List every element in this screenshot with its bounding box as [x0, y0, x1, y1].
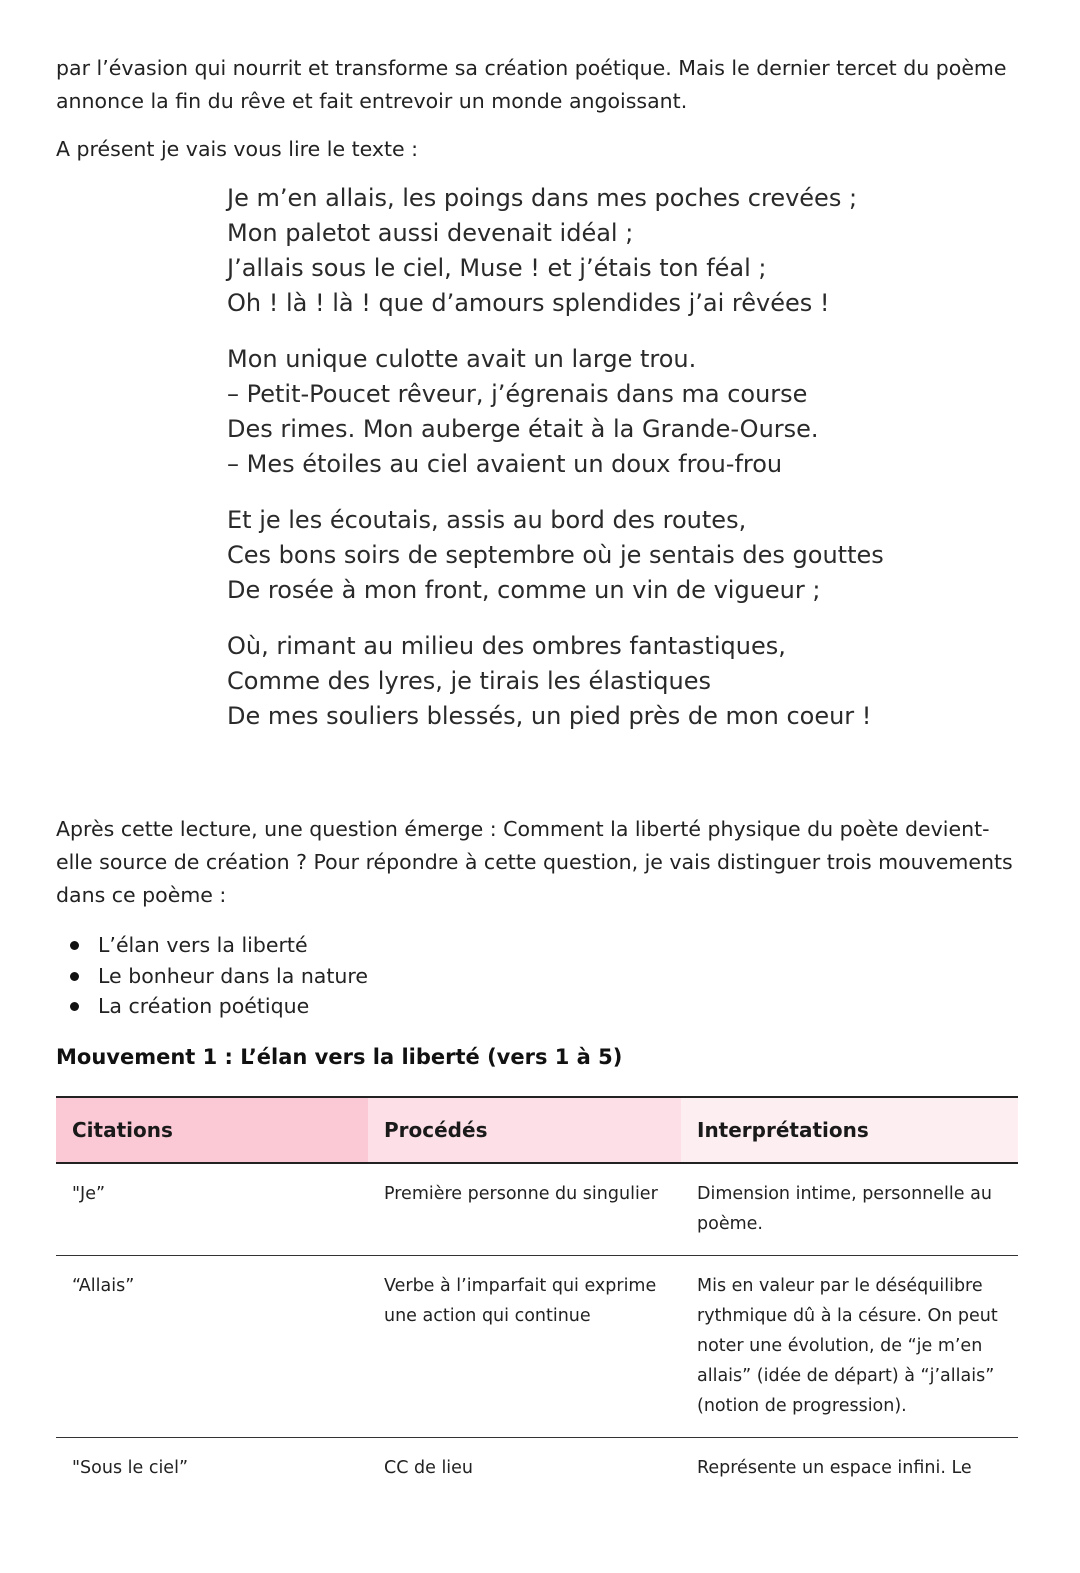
- poem-line: De mes souliers blessés, un pied près de mon coeur !: [227, 702, 872, 730]
- poem-line: Comme des lyres, je tirais les élastiques: [227, 667, 711, 695]
- reading-lead: A présent je vais vous lire le texte :: [56, 137, 419, 161]
- table-row: [56, 1163, 1018, 1256]
- list-item: [70, 991, 1020, 1022]
- cell-citation: "Je”: [56, 1163, 368, 1256]
- column-header-procedes: Procédés: [368, 1097, 681, 1163]
- cell-procede: Verbe à l’imparfait qui exprime une action qui continue: [368, 1255, 681, 1437]
- section-spacer: [56, 755, 1020, 813]
- table-header-row: [56, 1097, 1018, 1163]
- poem-line: Je m’en allais, les poings dans mes poches crevées ;: [227, 184, 858, 212]
- table-row: [56, 1437, 1018, 1499]
- section-title: Mouvement 1 : L’élan vers la liberté (vers 1 à 5): [56, 1044, 623, 1069]
- analysis-table: [56, 1096, 1018, 1499]
- bullet-icon: [70, 941, 79, 950]
- problem-question: Après cette lecture, une question émerge : Comment la liberté physique du poète devient-elle source de création ? Pour répondre à cette question, je vais distinguer trois mouvements dans ce poème :: [56, 817, 1013, 907]
- stanza-4: [227, 629, 1020, 734]
- list-item-label: Le bonheur dans la nature: [98, 963, 368, 988]
- cell-citation: “Allais”: [56, 1255, 368, 1437]
- poem-line: Où, rimant au milieu des ombres fantastiques,: [227, 632, 786, 660]
- stanza-3: [227, 503, 1020, 608]
- poem-line: J’allais sous le ciel, Muse ! et j’étais ton féal ;: [227, 254, 767, 282]
- list-item-label: L’élan vers la liberté: [98, 933, 308, 957]
- poem-line: De rosée à mon front, comme un vin de vigueur ;: [227, 576, 821, 604]
- list-item-label: La création poétique: [98, 994, 310, 1018]
- list-item: [70, 961, 1020, 992]
- bullet-icon: [70, 972, 79, 981]
- poem-line: Oh ! là ! là ! que d’amours splendides j’ai rêvées !: [227, 289, 830, 317]
- poem: [227, 181, 1020, 734]
- poem-line: Ces bons soirs de septembre où je sentais des gouttes: [227, 541, 884, 569]
- cell-interpretation: Représente un espace infini. Le: [697, 1457, 972, 1478]
- poem-line: – Petit-Poucet rêveur, j’égrenais dans ma course: [227, 380, 808, 408]
- poem-line: – Mes étoiles au ciel avaient un doux frou-frou: [227, 450, 783, 478]
- cell-interpretation: Mis en valeur par le déséquilibre rythmique dû à la césure. On peut noter une évolution, de “je m’en allais” (idée de départ) à “j’allais” (notion de progression).: [681, 1255, 1018, 1437]
- table-row: [56, 1255, 1018, 1437]
- cell-procede: Première personne du singulier: [368, 1163, 681, 1256]
- movements-list: [56, 930, 1020, 1022]
- poem-line: Mon paletot aussi devenait idéal ;: [227, 219, 634, 247]
- poem-line: Mon unique culotte avait un large trou.: [227, 345, 697, 373]
- cell-citation: "Sous le ciel”: [72, 1457, 189, 1478]
- column-header-interpretations: Interprétations: [681, 1097, 1018, 1163]
- poem-line: Des rimes. Mon auberge était à la Grande-Ourse.: [227, 415, 819, 443]
- cell-procede: CC de lieu: [384, 1457, 474, 1478]
- stanza-1: [227, 181, 1020, 321]
- document-page: [56, 52, 1020, 1499]
- stanza-2: [227, 342, 1020, 482]
- poem-line: Et je les écoutais, assis au bord des routes,: [227, 506, 747, 534]
- list-item: [70, 930, 1020, 961]
- column-header-citations: Citations: [56, 1097, 368, 1163]
- bullet-icon: [70, 1002, 79, 1011]
- cell-interpretation: Dimension intime, personnelle au poème.: [681, 1163, 1018, 1256]
- intro-paragraph: par l’évasion qui nourrit et transforme sa création poétique. Mais le dernier tercet du poème annonce la fin du rêve et fait entrevoir un monde angoissant.: [56, 56, 1007, 113]
